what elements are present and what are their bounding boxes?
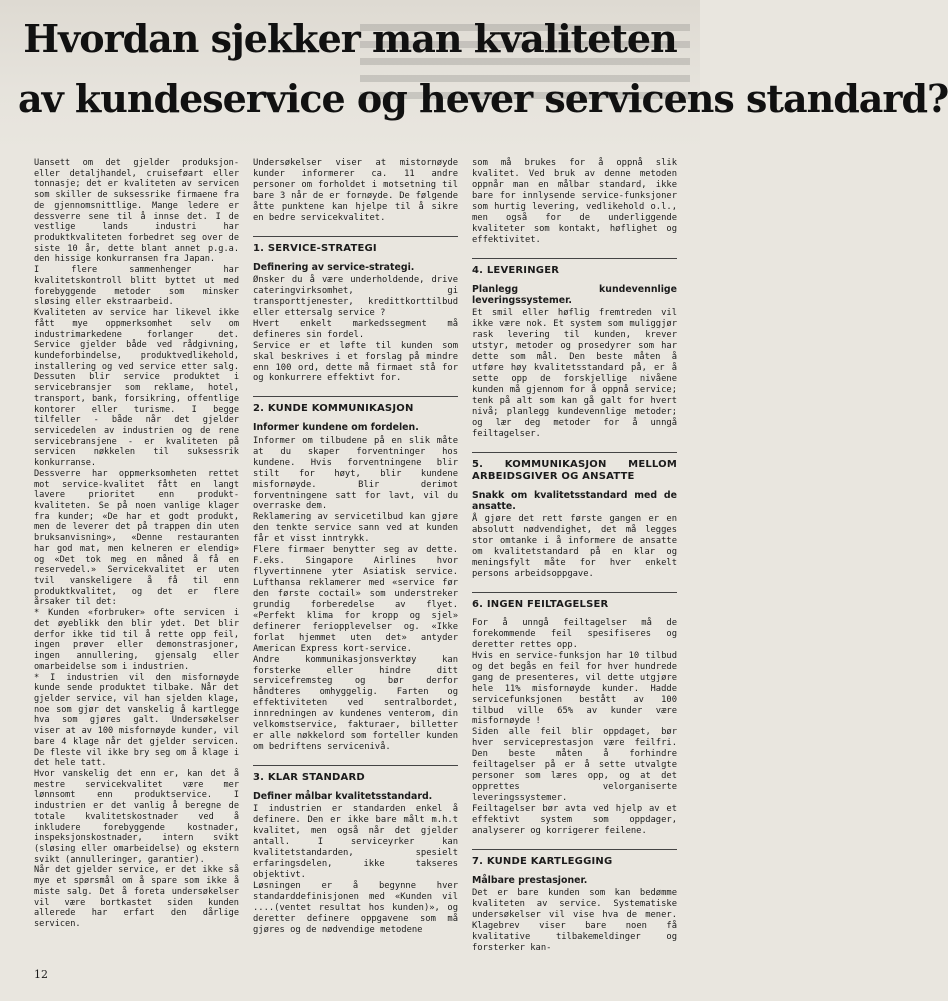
paragraph: som må brukes for å oppnå slik kvalitet. Ved bruk av denne metoden oppnår man en målbar standard, ikke bare for innlysende service-funksjoner som hurtig levering, vedlikehold o.l., men også for de underliggende kvaliteter som kontakt, høflighet og effektivitet. (472, 158, 677, 245)
section-subheading: Planlegg kundevennlige leveringssystemer. (472, 283, 677, 306)
paragraph: * Kunden «forbruker» ofte servicen i det øyeblikk den blir ydet. Det blir derfor ikke tid til å rette opp feil, ingen prøver eller demonstrasjoner, ingen annullering, gjensalg eller omarbeidelse som i industrien. (34, 608, 239, 672)
paragraph: Et smil eller høflig fremtreden vil ikke være nok. Et system som muliggjør rask levering til kunden, krever utstyr, metoder og prosedyrer som har dette som mål. Den beste måten å utføre høy kvalitetsstandard på, er å sette opp de forskjellige nivåene kunden må gjennom for å oppnå service; tenk på alt som kan gå galt for hvert nivå; planlegg kundevennlige metoder; og lær deg metoder for å unngå feiltagelser. (472, 308, 677, 439)
paragraph: Reklamering av servicetilbud kan gjøre den tenkte service sann ved at kunden får et visst inntrykk. (253, 512, 458, 545)
paragraph: I industrien er standarden enkel å definere. Den er ikke bare målt m.h.t kvalitet, men også når det gjelder antall. I serviceyrker kan kvalitetstandarden, spesielt erfaringsdelen, ikke takseres objektivt. (253, 804, 458, 881)
section-subheading: Definering av service-strategi. (253, 261, 415, 273)
section-subheading: Snakk om kvalitetsstandard med de ansatte. (472, 489, 677, 512)
paragraph: Når det gjelder service, er det ikke så mye et spørsmål om å spare som ikke å miste salg. Det å foreta undersøkelser vil være bortkastet siden kunden allerede har erfart den dårlige servicen. (34, 865, 239, 930)
section-heading-kommunikasjon: 5. KOMMUNIKASJON MELLOM ARBEIDSGIVER OG ANSATTE (472, 452, 677, 483)
section-subheading: Informer kundene om fordelen. (253, 422, 419, 434)
paragraph: For å unngå feiltagelser må de forekommende feil spesifiseres og deretter rettes opp. (472, 618, 677, 650)
paragraph: Det er bare kunden som kan bedømme kvaliteten av service. Systematiske undersøkelser vil vise hva de mener. Klagebrev viser bare noen få kvalitative tilbakemeldinger og forsterker kan- (472, 888, 677, 953)
paragraph: Informer om tilbudene på en slik måte at du skaper forventninger hos kundene. Hvis forventningene blir stilt for høyt, blir kundene misfornøyde. Blir derimot forventningene satt for lavt, vil du overraske dem. (253, 435, 458, 512)
paragraph: Undersøkelser viser at mistornøyde kunder informerer ca. 11 andre personer om forholdet i motsetning til bare 3 når de er fornøyde. De følgende åtte punktene kan hjelpe til å sikre en bedre servicekvalitet. (253, 158, 458, 223)
section-heading-service-strategi: 1. SERVICE-STRATEGI (253, 236, 458, 255)
paragraph: Andre kommunikasjonsverktøy kan forsterke eller hindre ditt servicefremsteg og bør derfor håndteres omhyggelig. Farten og effektiviteten ved sentralbordet, innredningen av kundenes venterom, din velkomstservice, fakturaer, billetter er alle nøkkelord som forteller kunden om bedriftens servicenivå. (253, 654, 458, 753)
paragraph: Hvis en service-funksjon har 10 tilbud og det begås en feil for hver hundrede gang de presenteres, vil dette utgjøre hele 11% misfornøyde kunder. Hadde servicefunksjonen bestått av 100 tilbud ville 65% av kunder være misfornøyde ! (472, 650, 677, 727)
text-column-2 (253, 158, 458, 936)
article-title-line-2: av kundeservice og hever servicens standard? (18, 76, 948, 121)
paragraph: Å gjøre det rett første gangen er en absolutt nødvendighet, det må legges stor omtanke i å informere de ansatte om kvalitetstandard på en klar og meningsfylt måte for hver enkelt persons arbeidsoppgave. (472, 514, 677, 580)
paragraph: Feiltagelser bør avta ved hjelp av et effektivt system som oppdager, analyserer og korrigerer feilene. (472, 803, 677, 836)
page-number: 12 (34, 968, 48, 981)
section-heading-kunde-kartlegging: 7. KUNDE KARTLEGGING (472, 849, 677, 868)
paragraph: Hvert enkelt markedssegment må defineres sin fordel. (253, 318, 458, 340)
paragraph: I flere sammenhenger har kvalitetskontroll blitt byttet ut med forebyggende metoder som minsker sløsing eller ekstraarbeid. (34, 265, 239, 308)
paragraph: Uansett om det gjelder produksjon- eller detaljhandel, cruiseføart eller tonnasje; det er kvaliteten av servicen som skiller de suksessrike firmaene fra de gjennomsnittlige. Mange ledere er dessverre sene til å innse det. I de vestlige lands industri har produktkvaliteten forbedret seg over de siste 10 år, dette blant annet p.g.a. den hissige konkurransen fra Japan. (34, 158, 239, 265)
text-column-1 (34, 158, 239, 930)
paragraph: Hvor vanskelig det enn er, kan det å mestre servicekvalitet være mer lønnsomt enn produktservice. I industrien er det vanlig å beregne de totale kvalitetskostnader ved å inkludere forebyggende kostnader, inspeksjonskostnader, intern svikt (sløsing eller omarbeidelse) og ekstern svikt (annulleringer, garantier). (34, 768, 239, 865)
section-heading-kunde-kommunikasjon: 2. KUNDE KOMMUNIKASJON (253, 396, 458, 415)
paragraph: Siden alle feil blir oppdaget, bør hver serviceprestasjon være feilfri. Den beste måten å forhindre feiltagelser på er å sette utvalgte personer som læres opp, og at det opprettes velorganiserte leveringssystemer. (472, 727, 677, 803)
section-heading-ingen-feiltagelser: 6. INGEN FEILTAGELSER (472, 592, 677, 611)
paragraph: Dessverre har oppmerksomheten rettet mot service-kvalitet fått en langt lavere prioritet enn produkt-kvaliteten. Se på noen vanlige klager fra kunder; «De har et godt produkt, men de leverer det på trappen din uten bruksanvisning», «Denne restauranten har god mat, men kelneren er elendig» og «Det tok meg en måned å få en reservedel.» Servicekvalitet er uten tvil vanskeligere å få til enn produktkvalitet, og det er flere årsaker til det: (34, 468, 239, 608)
paragraph: Flere firmaer benytter seg av dette. F.eks. Singapore Airlines hvor flyvertinnene yter Asiatisk service. Lufthansa reklamerer med «service før den første coctail» som understreker grundig forberedelse av flyet. «Perfekt klima for kropp og sjel» definerer feriopplevelser og. «Ikke forlat hjemmet uten det» antyder American Express kort-service. (253, 545, 458, 654)
paragraph: Ønsker du å være underholdende, drive cateringvirksomhet, gi transporttjenester, kredittkorttilbud eller ettersalg service ? (253, 275, 458, 318)
text-column-3 (472, 158, 677, 954)
paragraph: Service er et løfte til kunden som skal beskrives i et forslag på mindre enn 100 ord, dette må firmaet stå for og konkurrere effektivt for. (253, 340, 458, 384)
section-heading-leveringer: 4. LEVERINGER (472, 258, 677, 277)
paragraph: Løsningen er å begynne hver standarddefinisjonen med «Kunden vil ....(ventet resultat hos kunden)», og deretter definere oppgavene som må gjøres og de nødvendige metodene (253, 880, 458, 935)
section-subheading: Definer målbar kvalitetsstandard. (253, 791, 433, 802)
section-heading-klar-standard: 3. KLAR STANDARD (253, 765, 458, 784)
paragraph: * I industrien vil den misfornøyde kunde sende produktet tilbake. Når det gjelder service, vil han sjelden klage, noe som gjør det vanskelig å kartlegge hva som gjøres galt. Undersøkelser viser at av 100 misfornøyde kunder, vil bare 4 klage når det gjelder servicen. De fleste vil ikke bry seg om å klage i det hele tatt. (34, 672, 239, 769)
paragraph: Kvaliteten av service har likevel ikke fått mye oppmerksomhet selv om industrimarkedene forlanger det. Service gjelder både ved rådgivning, kundeforbindelse, produktvedlikehold, installering og ved service etter salg. Dessuten blir service produktet i servicebransjer som reklame, hotel, transport, bank, forsikring, offentlige kontorer eller turisme. I begge tilfeller - både når det gjelder servicedelen av industrien og de rene servicebransjene - er kvaliteten på servicen nøkkelen til suksessrik konkurranse. (34, 308, 239, 469)
section-subheading: Målbare prestasjoner. (472, 874, 588, 886)
article-title-line-1: Hvordan sjekker man kvaliteten (23, 16, 677, 61)
